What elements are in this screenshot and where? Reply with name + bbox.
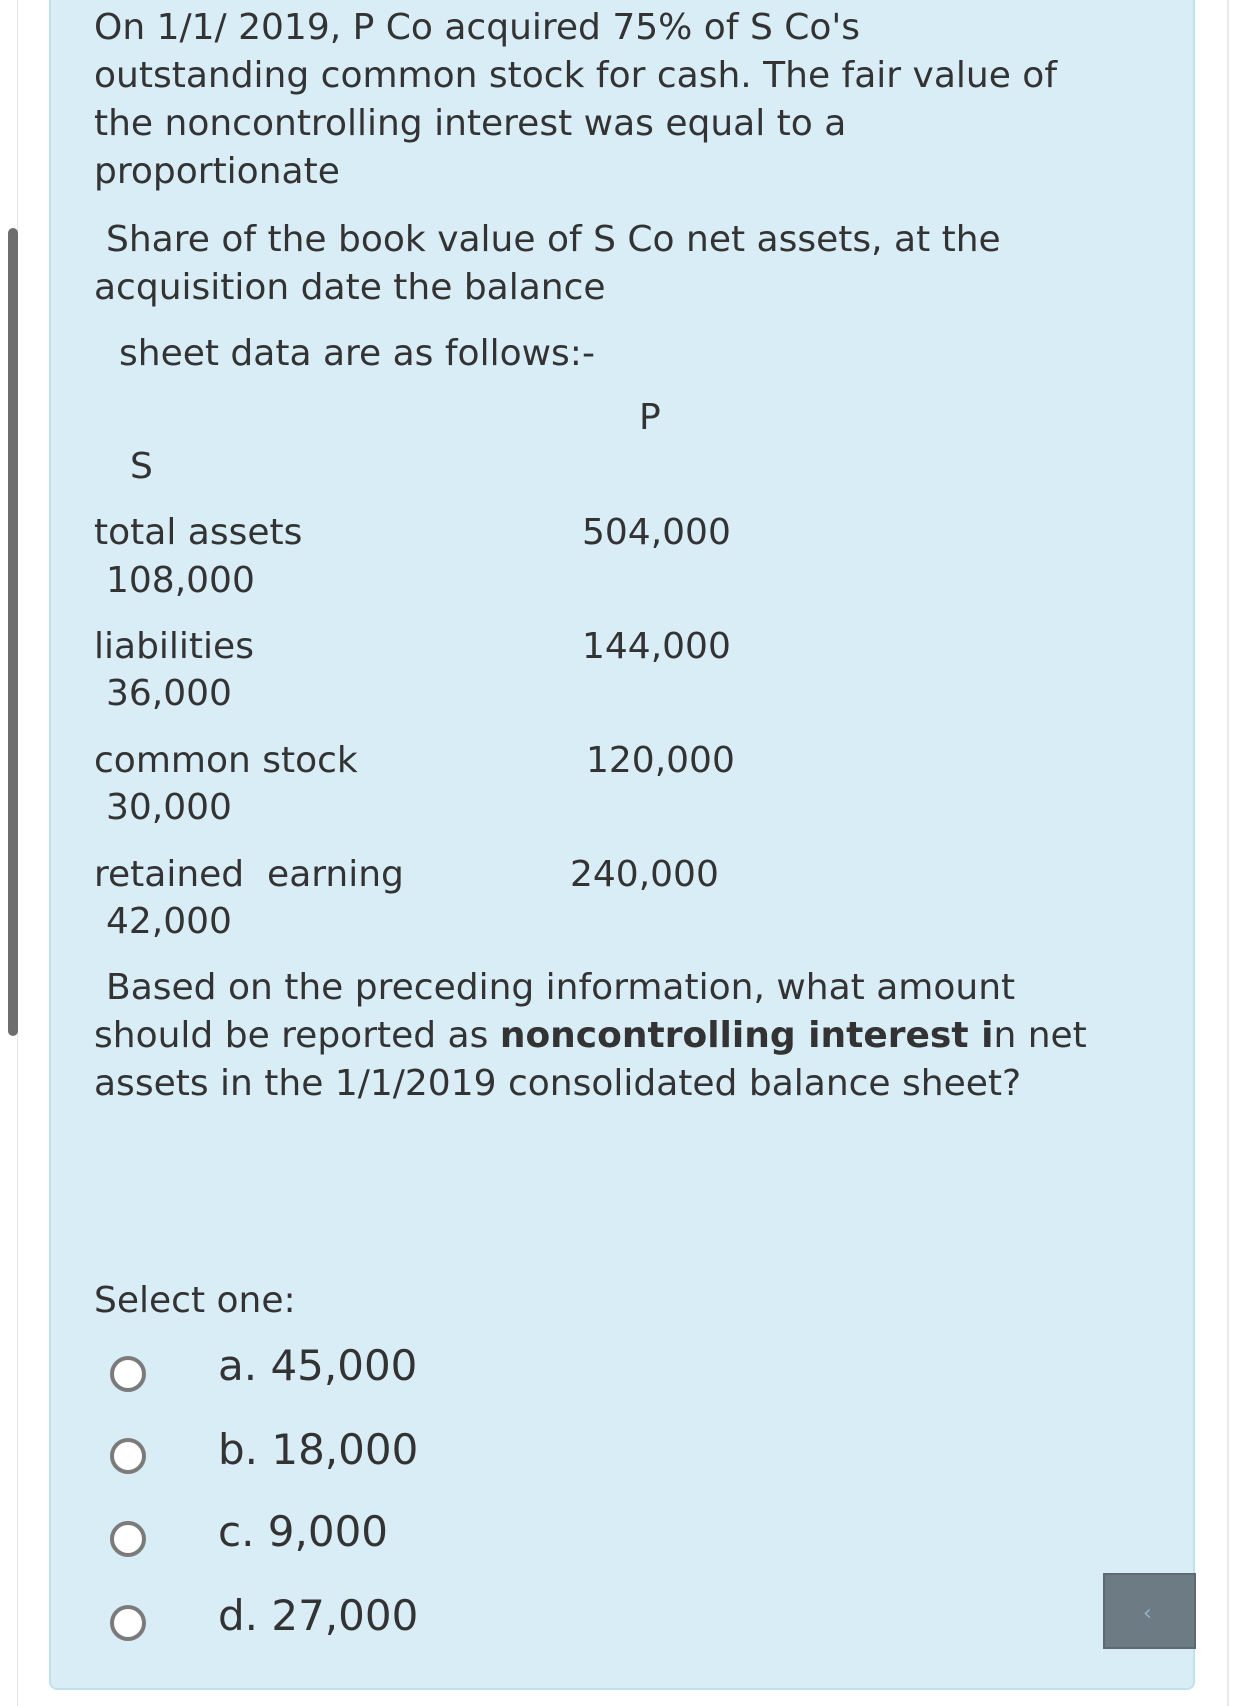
option-d-label[interactable]: d. 27,000 [218,1591,419,1640]
row-p-liabilities: 144,000 [582,626,731,667]
prompt-line-1: Based on the preceding information, what amount [106,967,1016,1008]
intro-line: On 1/1/ 2019, P Co acquired 75% of S Co's [94,7,861,48]
prompt-bold-term: noncontrolling interest i [499,1015,994,1056]
row-label-total-assets: total assets [94,512,303,553]
column-header-s: S [130,446,153,487]
intro-line: outstanding common stock for cash. The fair value of [94,55,1057,96]
row-p-common-stock: 120,000 [586,740,735,781]
row-p-total-assets: 504,000 [582,512,731,553]
option-b-label[interactable]: b. 18,000 [218,1425,419,1474]
row-p-retained-earning: 240,000 [570,854,719,895]
intro-line: proportionate [94,151,340,192]
row-label-retained-earning: retained earning [94,854,404,895]
page-right-rule [1227,0,1229,1706]
prompt-line-2-post: n net [993,1015,1087,1056]
radio-option-a[interactable] [110,1356,146,1392]
select-one-label: Select one: [94,1280,296,1321]
row-label-common-stock: common stock [94,740,358,781]
prompt-line-3: assets in the 1/1/2019 consolidated balance sheet? [94,1063,1022,1104]
intro-line: the noncontrolling interest was equal to a [94,103,847,144]
option-c-label[interactable]: c. 9,000 [218,1507,389,1556]
row-s-total-assets: 108,000 [106,560,255,601]
row-s-liabilities: 36,000 [106,673,232,714]
column-header-p: P [639,397,661,438]
left-scrollbar[interactable] [8,228,18,1036]
radio-option-d[interactable] [110,1605,146,1641]
row-s-retained-earning: 42,000 [106,901,232,942]
chevron-left-icon: ‹ [1143,1601,1152,1626]
option-a-label[interactable]: a. 45,000 [218,1341,418,1390]
question-intro [94,4,1057,196]
share-line-2: acquisition date the balance [94,267,606,308]
prompt-line-2 [94,1012,1087,1060]
row-s-common-stock: 30,000 [106,787,232,828]
radio-option-c[interactable] [110,1521,146,1557]
prompt-line-2-pre: should be reported as [94,1015,500,1056]
row-label-liabilities: liabilities [94,626,254,667]
share-line-1: Share of the book value of S Co net assets, at the [106,219,1001,260]
previous-page-button[interactable] [1103,1573,1196,1649]
sheet-line: sheet data are as follows:- [119,333,595,374]
radio-option-b[interactable] [110,1438,146,1474]
